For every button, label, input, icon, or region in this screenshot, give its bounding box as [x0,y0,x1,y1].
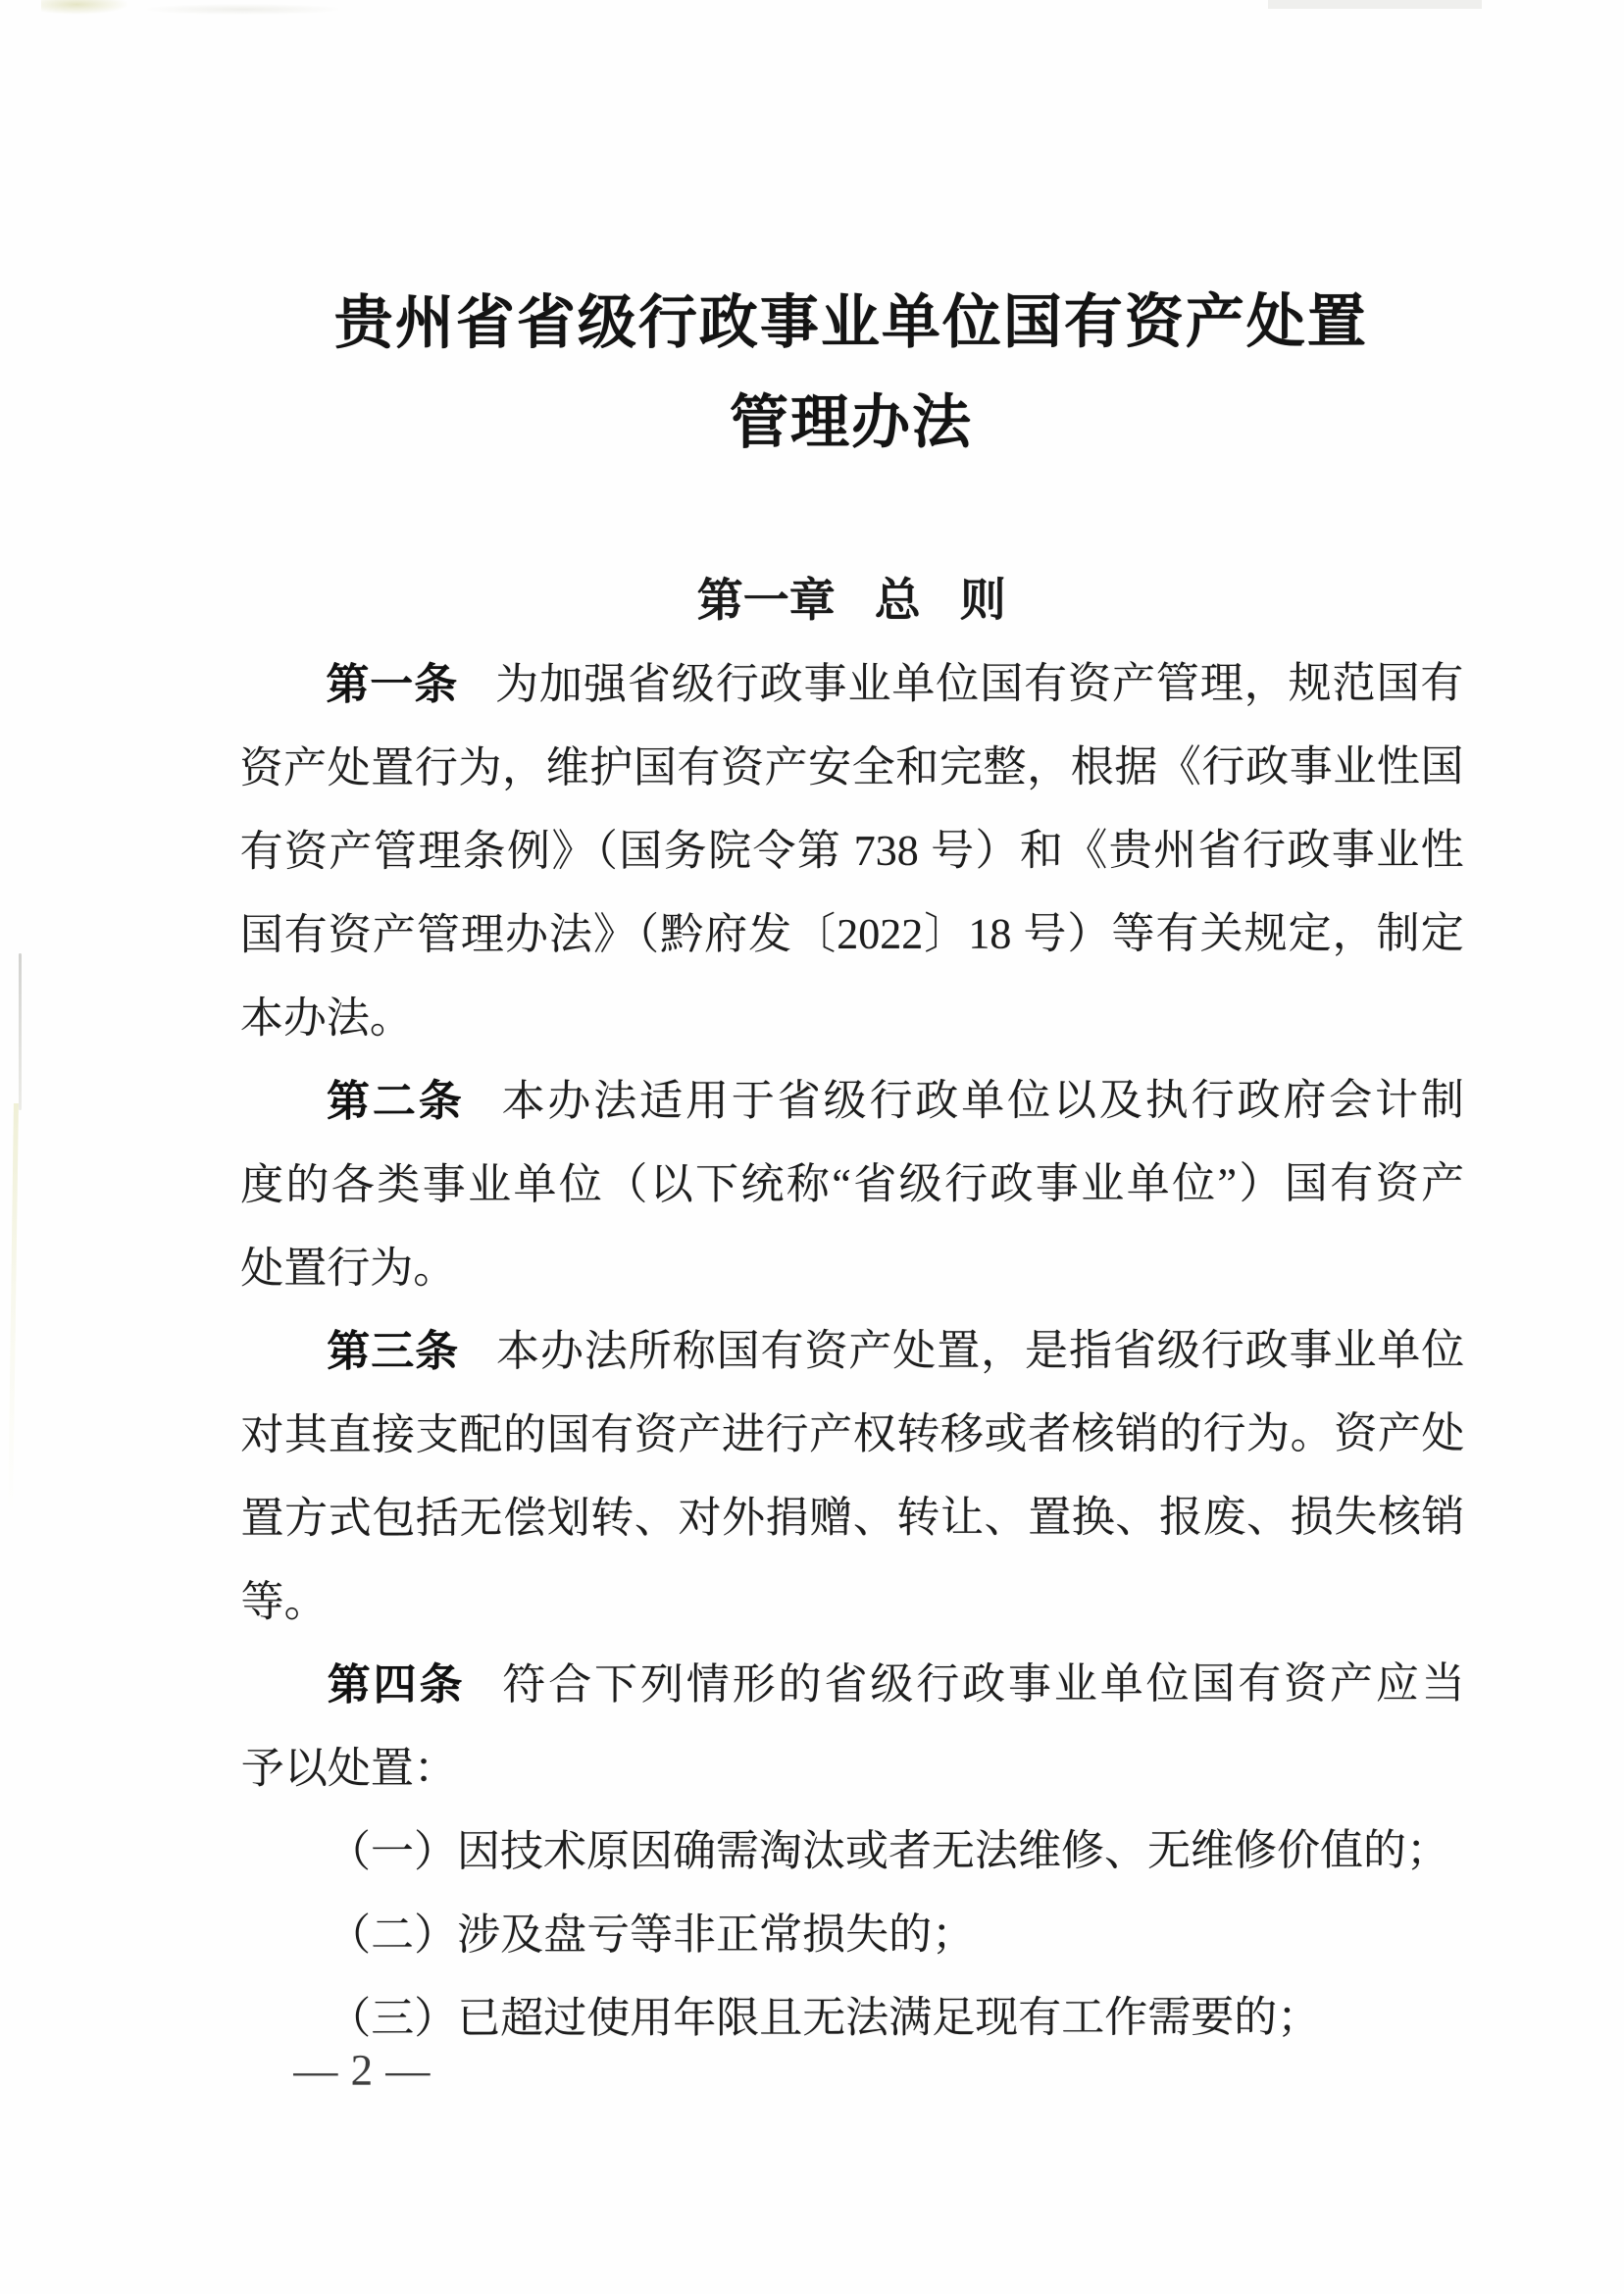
line-text: 资产处置行为，维护国有资产安全和完整，根据《行政事业性国 [239,742,1464,792]
list-item-line [241,1892,1465,1977]
line-text: （一）因技术原因确需淘汰或者无法维修、无维修价值的； [327,1826,1450,1876]
paragraph-line [239,725,1463,810]
line-text: 本办法。 [239,994,413,1043]
line-text: 处置行为。 [240,1244,457,1293]
chapter-name-part: 则 [959,573,1006,626]
line-text: （二）涉及盘亏等非正常损失的； [328,1910,976,1960]
line-text: 对其直接支配的国有资产进行产权转移或者核销的行为。资产处 [240,1409,1465,1459]
paragraph-line [240,1225,1464,1310]
paragraph-line [240,1058,1464,1144]
paragraph-line [240,975,1464,1060]
paragraph-line [241,1558,1465,1644]
line-text: 本办法所称国有资产处置，是指省级行政事业单位 [496,1326,1465,1376]
article-number: 第四条 [327,1660,466,1709]
document-body [239,641,1465,2061]
paragraph-line [240,892,1464,977]
chapter-name-part: 总 [874,573,921,626]
paragraph-line [239,641,1463,727]
paragraph-line [240,1392,1464,1477]
line-text: 本办法适用于省级行政单位以及执行政府会计制 [501,1076,1464,1126]
line-text: （三）已超过使用年限且无法满足现有工作需要的； [328,1993,1321,2043]
chapter-number: 第一章 [696,573,836,627]
line-text: 有资产管理条例》（国务院令第 738 号）和《贵州省行政事业性 [239,826,1464,876]
line-text: 符合下列情形的省级行政事业单位国有资产应当 [502,1659,1465,1709]
paragraph-line [240,1308,1464,1394]
document-title-line-1: 贵州省省级行政事业单位国有资产处置 [333,289,1368,356]
line-text: 国有资产管理办法》（黔府发〔2022〕18 号）等有关规定，制定 [239,909,1464,959]
document-title [239,272,1463,474]
page-number: — 2 — [293,2045,431,2095]
line-text: 等。 [240,1577,328,1626]
line-text: 置方式包括无偿划转、对外捐赠、转让、置换、报废、损失核销 [240,1493,1465,1543]
article-number: 第二条 [326,1077,465,1126]
paragraph-line [240,1142,1464,1227]
paragraph-line [241,1642,1465,1727]
line-text: 予以处置： [240,1744,457,1793]
chapter-heading [239,572,1463,629]
line-text: 为加强省级行政事业单位国有资产管理，规范国有 [495,659,1464,709]
list-item-line [241,1809,1465,1894]
paragraph-line [240,1475,1464,1560]
line-text: 度的各类事业单位（以下统称“省级行政事业单位”）国有资产 [240,1159,1465,1209]
article-number: 第一条 [326,660,459,709]
document-title-line-2: 管理办法 [729,389,974,456]
article-number: 第三条 [327,1327,460,1376]
paragraph-line [241,1725,1465,1810]
paragraph-line [240,808,1464,893]
